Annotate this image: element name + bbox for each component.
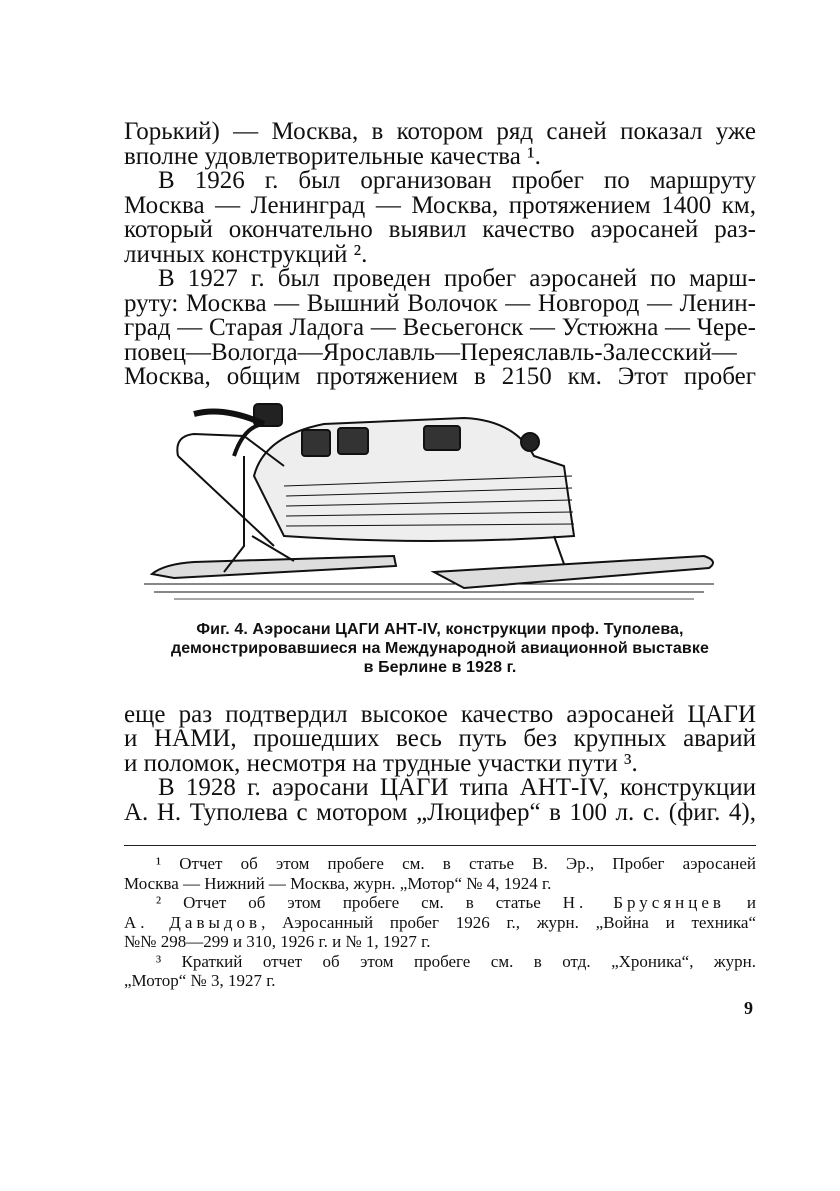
footnote-text: ² Отчет об этом пробеге см. в статье [156, 893, 541, 912]
page-number: 9 [744, 998, 753, 1018]
body-line: В 1926 г. был организован пробег по маршруту [158, 167, 756, 194]
footnote-line: „Мотор“ № 3, 1927 г. [124, 971, 276, 990]
caption-line: Фиг. 4. Аэросани ЦАГИ АНТ-IV, конструкции проф. Туполева, [196, 620, 684, 638]
footnote-text: , Аэросанный пробег 1926 г., журн. „Война и техника“ [261, 912, 756, 932]
body-line: повец—Вологда—Ярославль—Переяславль-Залесский— [124, 338, 737, 366]
body-line: и поломок, несмотря на трудные участки пути ³. [124, 749, 638, 777]
body-line: А. Н. Туполева с мотором „Люцифер“ в 100 л. с. (фиг. 4), [124, 798, 756, 826]
body-line: который окончательно выявил качество аэросаней раз- [124, 216, 756, 243]
body-line: еще раз подтвердил высокое качество аэросаней ЦАГИ [124, 700, 756, 728]
body-line: В 1927 г. был проведен пробег аэросаней по марш- [158, 265, 756, 292]
footnote-line [124, 913, 756, 933]
footnote-divider [124, 845, 756, 846]
figure-caption [124, 620, 756, 677]
footnote-line: ¹ Отчет об этом пробеге см. в статье В. Эр., Пробег аэросаней [156, 854, 756, 873]
footnote-line: №№ 298—299 и 310, 1926 г. и № 1, 1927 г. [124, 932, 431, 951]
body-line: руту: Москва — Вышний Волочок — Новгород — Ленин- [124, 289, 756, 317]
author-name: Н. Брусянцев [562, 893, 725, 912]
footnote-line: ³ Краткий отчет об этом пробеге см. в отд. „Хроника“, журн. [156, 951, 756, 971]
body-line: вполне удовлетворительные качества ¹. [124, 142, 541, 170]
footnote-text: и [746, 893, 757, 912]
caption-line: демонстрировавшиеся на Международной авиационной выставке [171, 639, 709, 657]
body-line: град — Старая Ладога — Весьегонск — Устюжна — Чере- [124, 314, 756, 341]
caption-line: в Берлине в 1928 г. [363, 658, 517, 676]
body-line: В 1928 г. аэросани ЦАГИ типа АНТ-IV, конструкции [158, 774, 756, 801]
body-line: Москва, общим протяжением в 2150 км. Этот пробег [124, 363, 756, 390]
page-content [124, 120, 756, 991]
body-line: Горький) — Москва, в котором ряд саней показал уже [124, 118, 756, 145]
footnote-line: Москва — Нижний — Москва, журн. „Мотор“ № 4, 1924 г. [124, 873, 552, 893]
body-line: личных конструкций ². [124, 240, 368, 268]
body-line: и НАМИ, прошедших весь путь без крупных аварий [124, 725, 756, 752]
author-name: А. Давыдов [124, 912, 262, 932]
body-line: Москва — Ленинград — Москва, протяжением 1400 км, [124, 191, 756, 219]
figure-aerosled [124, 396, 756, 677]
aerosled-illustration [134, 396, 724, 606]
footnote-line [124, 893, 756, 913]
